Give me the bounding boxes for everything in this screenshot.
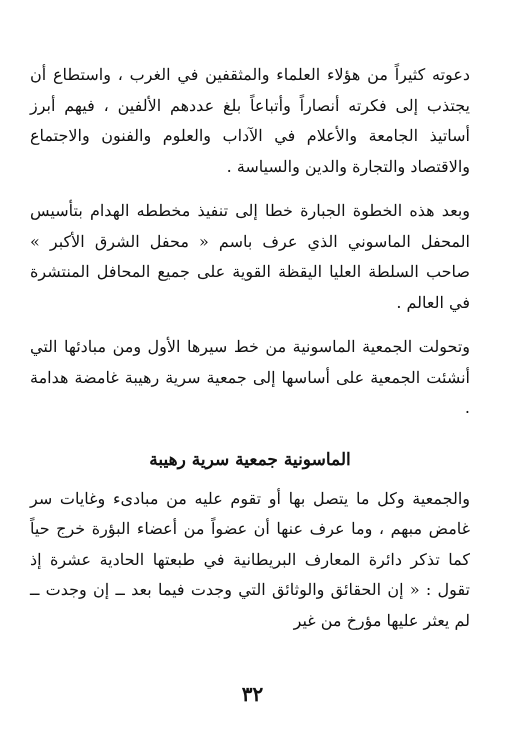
- page-body: [30, 60, 470, 636]
- paragraph-3: وتحولت الجمعية الماسونية من خط سيرها الأول ومن مبادئها التي أنشئت الجمعية على أساسها إلى جمعية سرية رهيبة غامضة هدامة .: [30, 337, 470, 417]
- paragraph-4: والجمعية وكل ما يتصل بها أو تقوم عليه من مبادىء وغايات سر غامض مبهم ، وما عرف عنها أن عضواً من أعضاء البؤرة خرج حياً كما تذكر دائرة المعارف البريطانية في طبعتها الحادية عشرة إذ تقول : « إن الحقائق والوثائق التي وجدت فيما بعد ــ إن وجدت ــ لم يعثر عليها مؤرخ من غير: [30, 488, 470, 630]
- section-heading: الماسونية جمعية سرية رهيبة: [149, 449, 351, 470]
- paragraph-1: دعوته كثيراً من هؤلاء العلماء والمثقفين في الغرب ، واستطاع أن يجتذب إلى فكرته أنصاراً وأتباعاً بلغ عددهم الألفين ، فيهم أبرز أساتيذ الجامعة والأعلام في الآداب والعلوم والفنون والاجتماع والاقتصاد والتجارة والدين والسياسة .: [30, 65, 470, 176]
- paragraph-2: وبعد هذه الخطوة الجبارة خطا إلى تنفيذ مخططه الهدام بتأسيس المحفل الماسوني الذي عرف باسم « محفل الشرق الأكبر » صاحب السلطة العليا اليقظة القوية على جميع المحافل المنتشرة في العالم .: [30, 201, 470, 312]
- page-number: ٣٢: [241, 682, 264, 706]
